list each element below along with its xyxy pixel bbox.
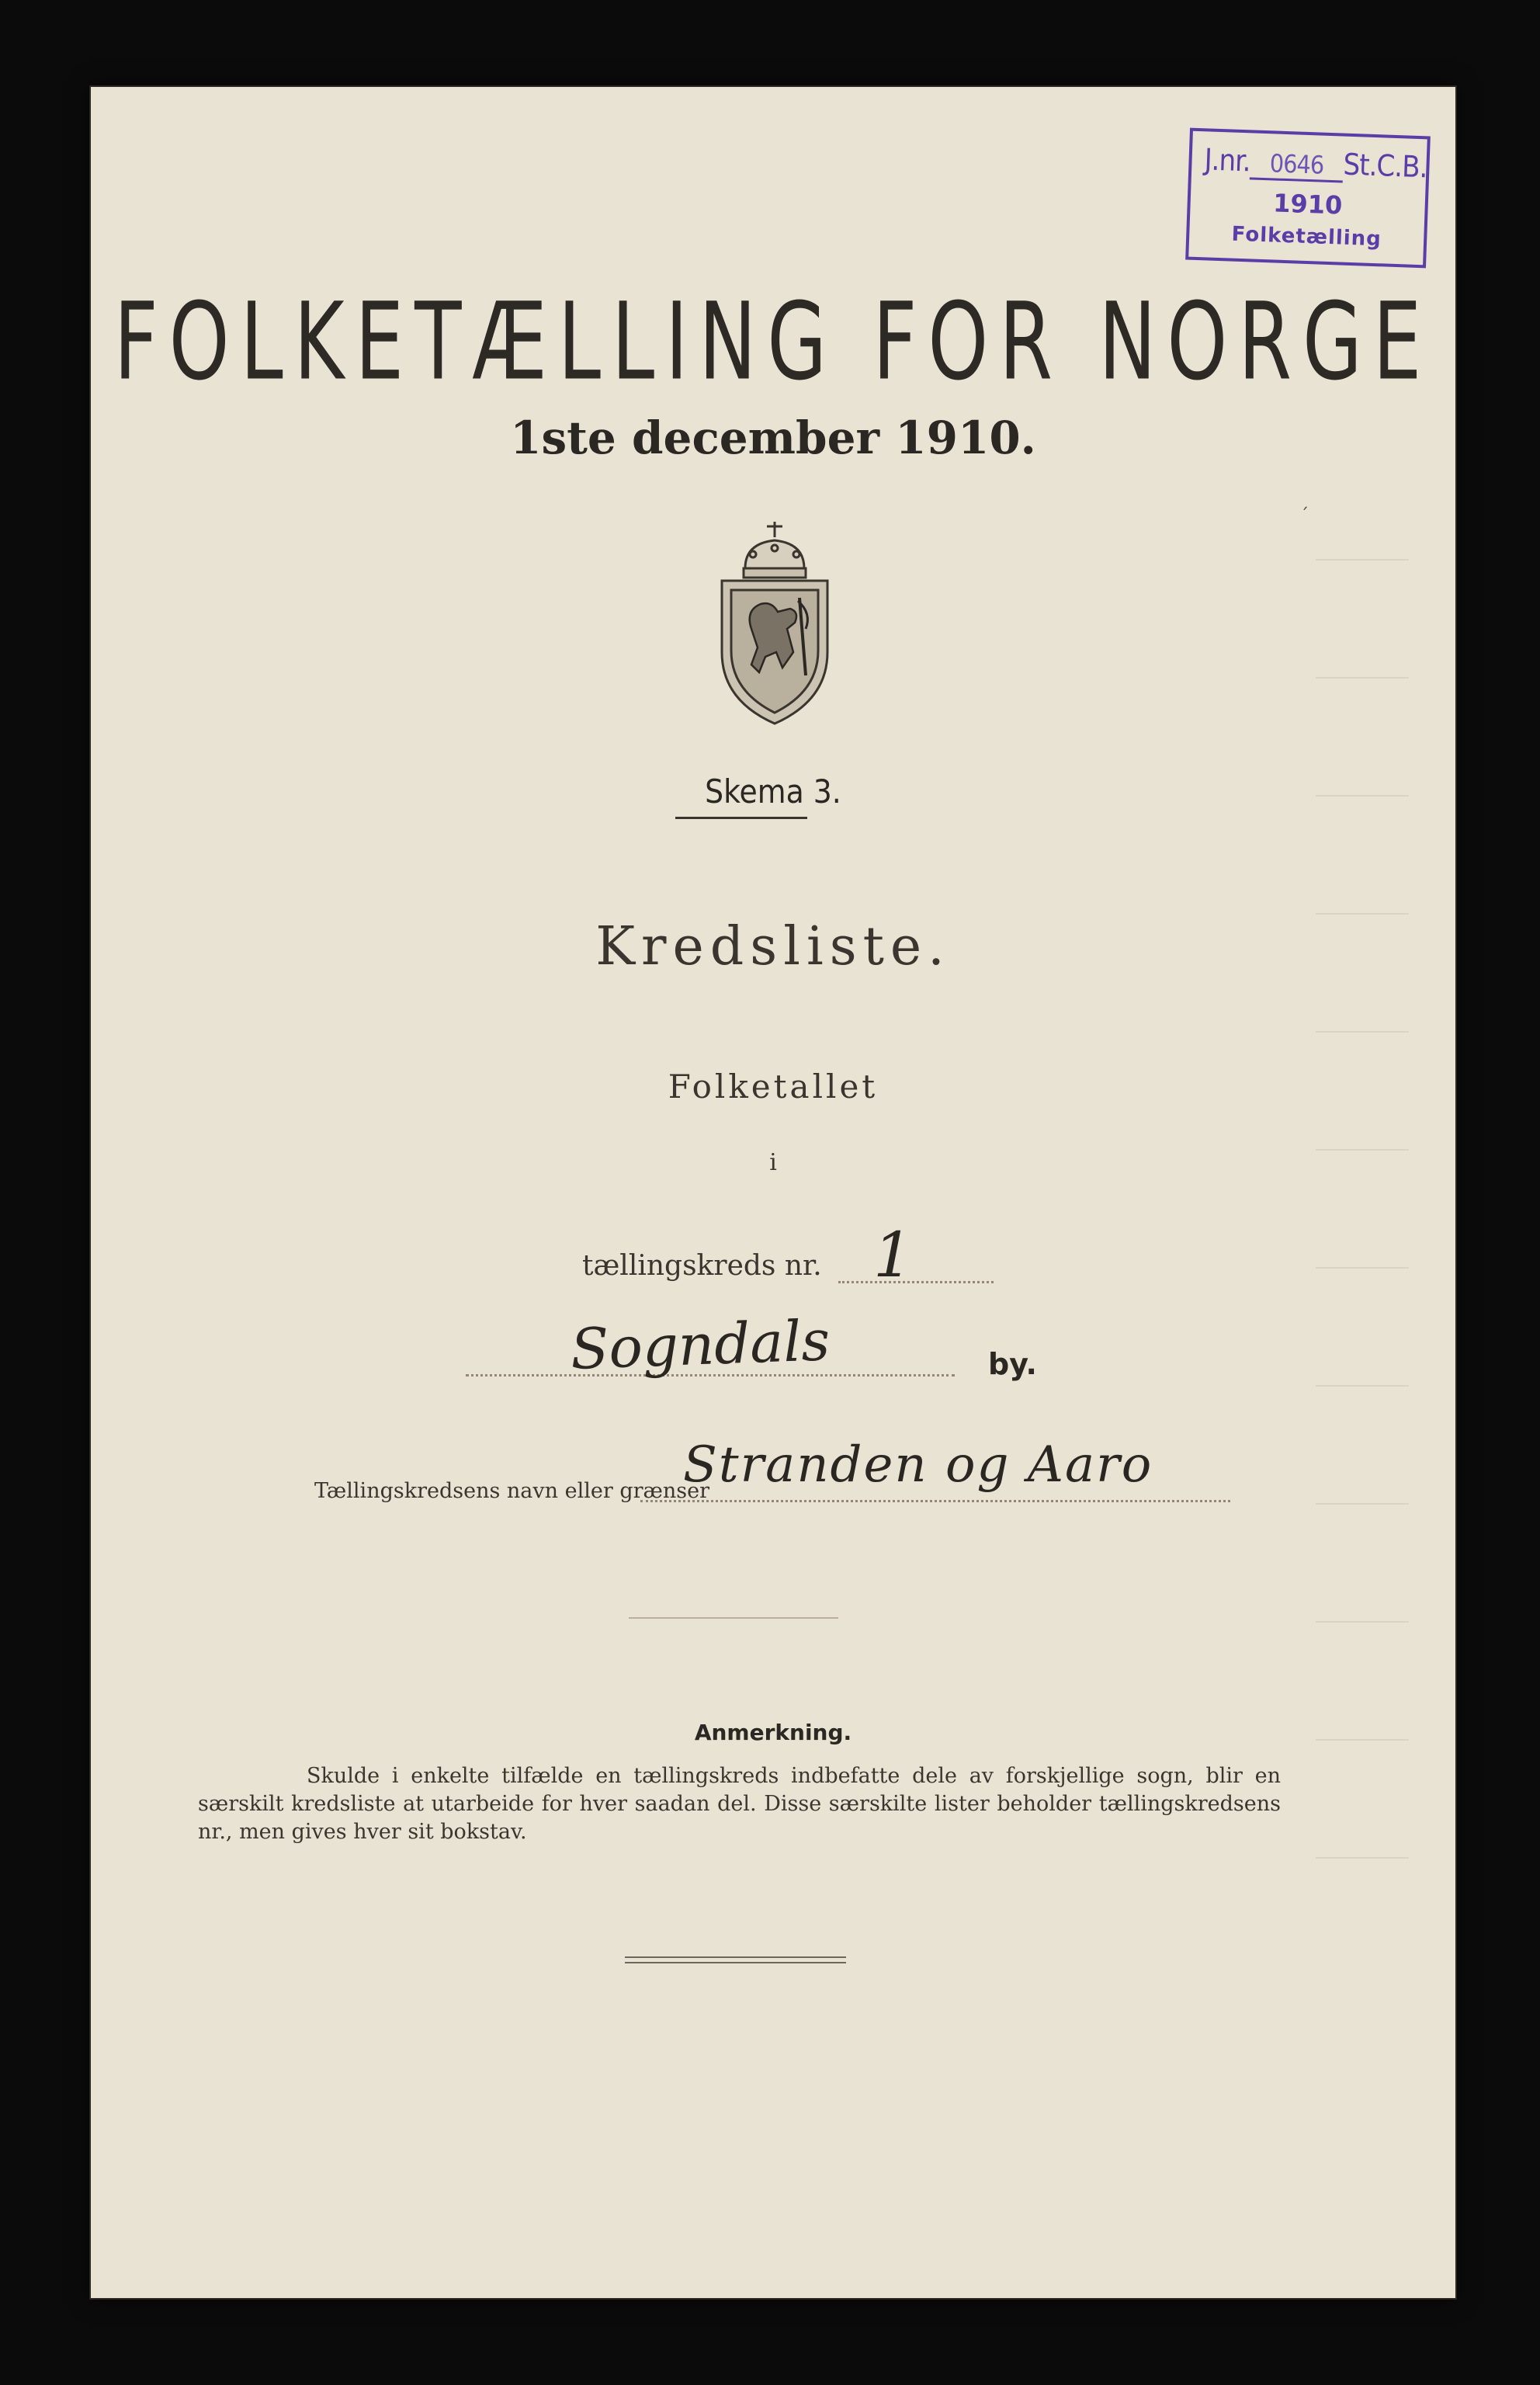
separator-line — [629, 1617, 838, 1619]
schema-underline — [675, 817, 807, 819]
double-rule-top — [625, 1956, 846, 1958]
boundaries-label: Tællingskredsens navn eller grænser — [314, 1479, 710, 1503]
registration-stamp — [1185, 128, 1431, 269]
preposition-i: i — [769, 1149, 777, 1176]
census-date: 1ste december 1910. — [510, 411, 1036, 464]
town-name-handwritten: Sogndals — [569, 1307, 831, 1382]
kreds-number-dotted-line — [838, 1281, 994, 1283]
stamp-year: 1910 — [1272, 188, 1343, 220]
kreds-number-label: tællingskreds nr. — [582, 1250, 822, 1282]
stamp-journal-number: 0646 — [1250, 148, 1344, 182]
coat-of-arms-icon — [691, 520, 858, 730]
census-form-page — [89, 85, 1457, 2300]
subtitle-folketallet: Folketallet — [668, 1068, 879, 1106]
boundaries-handwritten: Stranden og Aaro — [683, 1436, 1153, 1494]
stamp-journal-line — [1204, 142, 1427, 186]
stamp-jnr-label: J.nr. — [1203, 142, 1251, 179]
town-suffix-by: by. — [988, 1347, 1037, 1381]
page-title: FOLKETÆLLING FOR NORGE — [113, 279, 1433, 404]
schema-number: Skema 3. — [705, 772, 841, 811]
form-title: Kredsliste. — [595, 916, 951, 977]
remark-title: Anmerkning. — [694, 1720, 852, 1745]
stamp-label: Folketælling — [1231, 222, 1382, 252]
kreds-number-handwritten: 1 — [873, 1219, 913, 1291]
bleed-through-marks — [1316, 443, 1409, 1918]
remark-text: Skulde i enkelte tilfælde en tællingskreds indbefatte dele av forskjellige sogn, blir en særskilt kredsliste at utarbeide for hver saadan del. Disse særskilte lister beholder tællingskredsens nr., men gives hver sit bokstav. — [198, 1764, 1281, 1844]
boundaries-dotted-line — [640, 1500, 1230, 1502]
stamp-office: St.C.B. — [1342, 147, 1428, 185]
ink-tick-mark: ˊ — [1300, 506, 1309, 526]
double-rule-bottom — [625, 1962, 846, 1963]
